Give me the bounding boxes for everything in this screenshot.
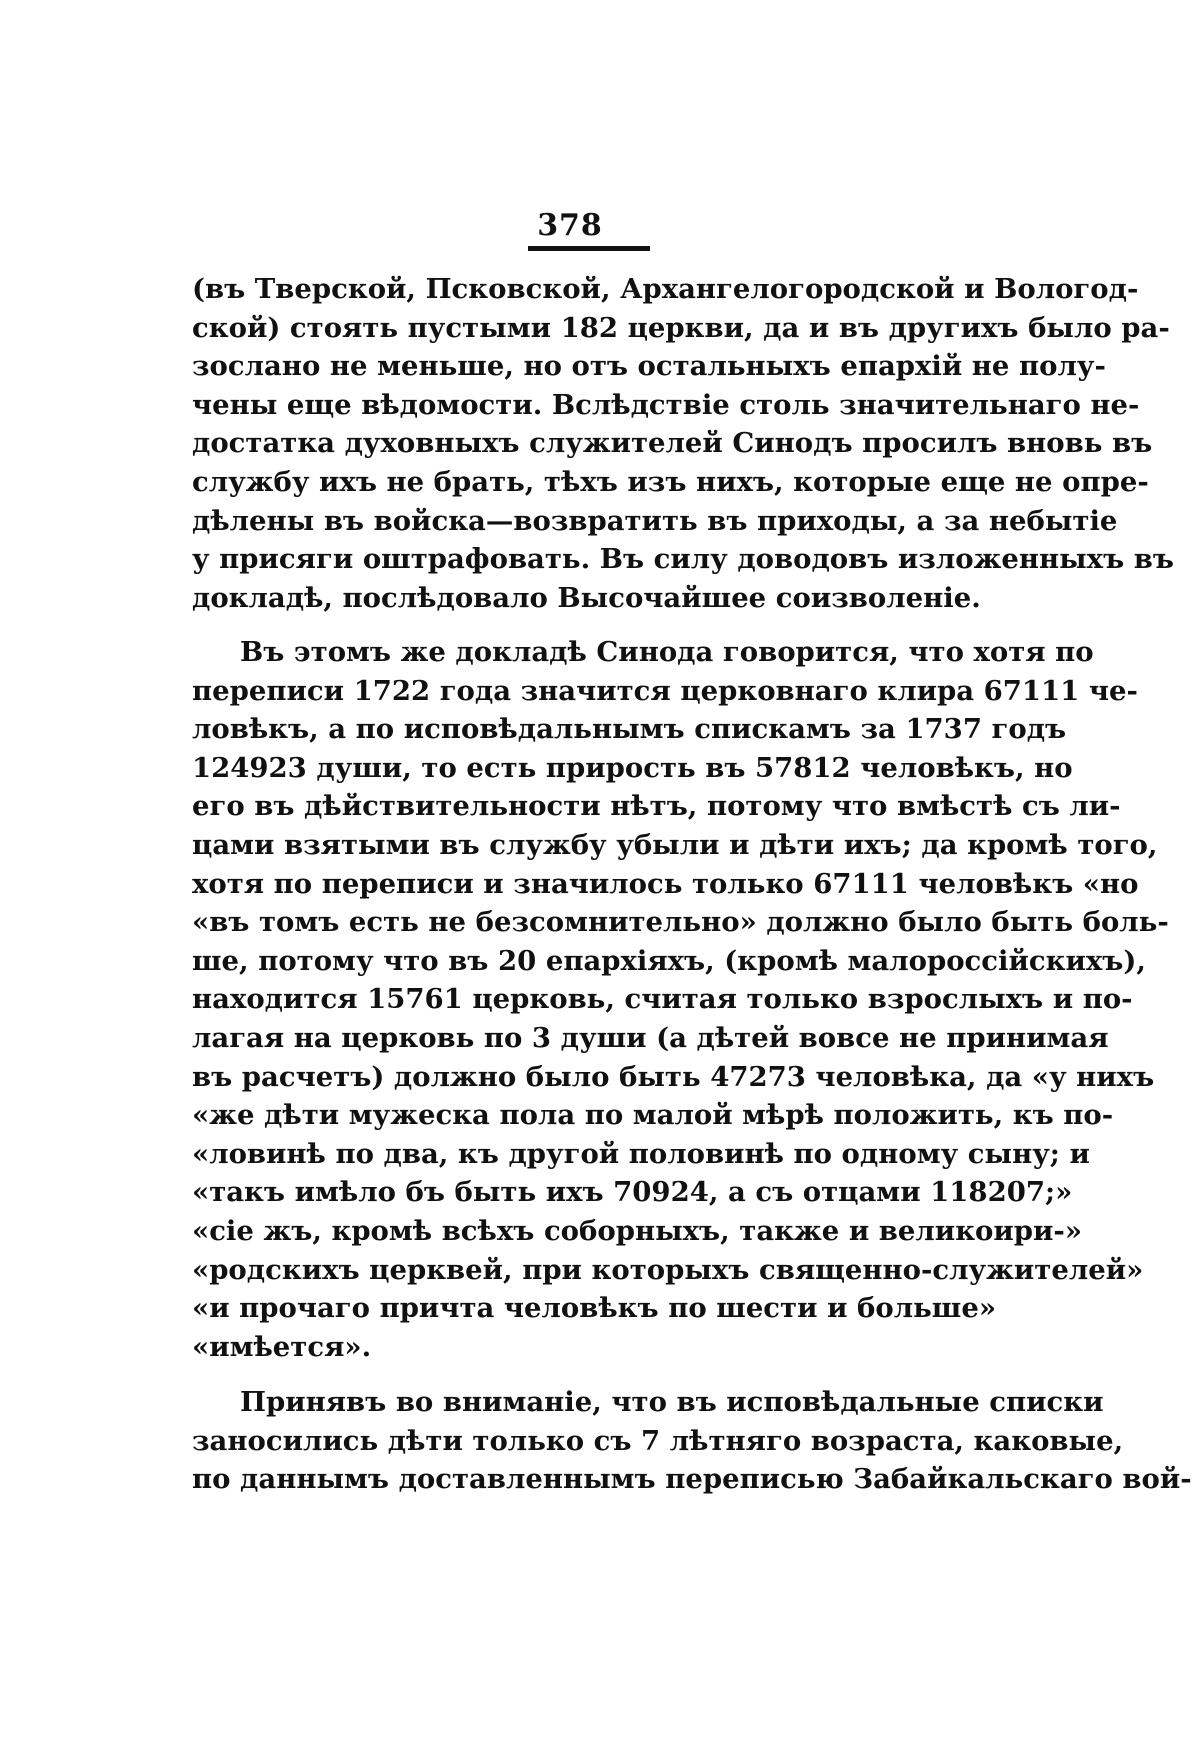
text-line: чены еще вѣдомости. Вслѣдствіе столь значительнаго не-: [192, 388, 1140, 421]
text-line: 124923 души, то есть прирость въ 57812 человѣкъ, но: [192, 751, 1073, 784]
paragraph-3: [192, 1383, 1192, 1499]
text-line: «родскихъ церквей, при которыхъ священно-служителей»: [192, 1253, 1144, 1286]
paragraph-1: [192, 270, 1174, 617]
text-line: заносились дѣти только съ 7 лѣтняго возраста, каковые,: [192, 1424, 1124, 1457]
text-line: службу ихъ не брать, тѣхъ изъ нихъ, которые еще не опре-: [192, 465, 1149, 498]
paragraph-2: [192, 633, 1169, 1366]
text-line: докладѣ, послѣдовало Высочайшее соизволеніе.: [192, 581, 981, 614]
header-rule: [528, 246, 650, 251]
text-line: ской) стоять пустыми 182 церкви, да и въ другихъ было ра-: [192, 311, 1170, 344]
text-line: ше, потому что въ 20 епархіяхъ, (кромѣ малороссійскихъ),: [192, 944, 1146, 977]
text-line: «сіе жъ, кромѣ всѣхъ соборныхъ, также и великоири-»: [192, 1214, 1083, 1247]
text-line: «и прочаго причта человѣкъ по шести и больше»: [192, 1292, 997, 1325]
text-line: у присяги оштрафовать. Въ силу доводовъ изложенныхъ въ: [192, 543, 1174, 576]
text-line: въ расчетъ) должно было быть 47273 человѣка, да «у нихъ: [192, 1060, 1155, 1093]
text-line: лагая на церковь по 3 души (а дѣтей вовсе не принимая: [192, 1021, 1109, 1054]
text-line: Въ этомъ же докладѣ Синода говорится, что хотя по: [240, 636, 1094, 668]
text-line: по даннымъ доставленнымъ переписью Забайкальскаго вой-: [192, 1463, 1192, 1496]
text-line: «въ томъ есть не безсомнительно» должно было быть боль-: [192, 906, 1169, 939]
page-number: 378: [537, 208, 603, 243]
text-line: Принявъ во вниманіе, что въ исповѣдальные списки: [240, 1386, 1104, 1418]
text-line: находится 15761 церковь, считая только взрослыхъ и по-: [192, 983, 1133, 1016]
text-line: «такъ имѣло бъ быть ихъ 70924, а съ отцами 118207;»: [192, 1176, 1073, 1209]
text-line: зослано не меньше, но отъ остальныхъ епархій не полу-: [192, 350, 1106, 383]
text-line: цами взятыми въ службу убыли и дѣти ихъ; да кромѣ того,: [192, 828, 1158, 861]
text-line: дѣлены въ войска—возвратить въ приходы, а за небытіе: [192, 504, 1118, 537]
text-line: (въ Тверской, Псковской, Архангелогородской и Вологод-: [192, 273, 1139, 305]
text-line: переписи 1722 года значится церковнаго клира 67111 че-: [192, 674, 1138, 707]
text-line: достатка духовныхъ служителей Синодъ просилъ вновь въ: [192, 427, 1153, 460]
text-line: его въ дѣйствительности нѣтъ, потому что вмѣстѣ съ ли-: [192, 790, 1121, 823]
text-line: «ловинѣ по два, къ другой половинѣ по одному сыну; и: [192, 1137, 1090, 1170]
text-line: «же дѣти мужеска пола по малой мѣрѣ положить, къ по-: [192, 1099, 1114, 1132]
text-line: ловѣкъ, а по исповѣдальнымъ спискамъ за 1737 годъ: [192, 713, 1067, 746]
text-line: «имѣется».: [192, 1330, 372, 1363]
text-line: хотя по переписи и значилось только 67111 человѣкъ «но: [192, 867, 1139, 900]
